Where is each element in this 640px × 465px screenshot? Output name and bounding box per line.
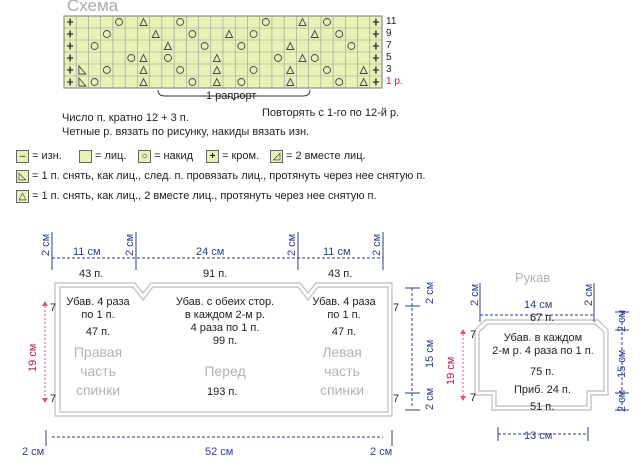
knit-symbol [79, 150, 92, 163]
purl-symbol: – [16, 150, 29, 163]
row-number-5: 5 [386, 52, 392, 63]
body-top-dim-6: 11 см [323, 246, 351, 258]
sleeve-top-dim-3: 2 см [583, 283, 595, 306]
sleeve-mid-stitches: 75 п. [530, 366, 555, 378]
sleeve-row-mark-2: 7 [470, 392, 477, 404]
body-top-dim-5: 2 см [286, 233, 298, 256]
row-number-9: 9 [386, 28, 392, 39]
body-bottom-dim-2: 52 см [205, 446, 234, 458]
body-row-mark-1: 7 [50, 302, 57, 314]
body-top-stitches-right: 43 п. [328, 268, 353, 280]
legend-purl: = изн. [32, 150, 62, 162]
center-decrease-note: Убав. с обеих стор. в каждом 2-м р. 4 раза по 1 п. 99 п. [175, 296, 275, 347]
right-decrease-note: Убав. 4 раза по 1 п. 47 п. [312, 296, 376, 338]
schema-title: Схема [67, 0, 119, 15]
sleeve-top-dim-2: 14 см [524, 299, 553, 311]
sleeve-right-dim-3: 2 см [616, 389, 628, 412]
edge-stitch-symbol: + [206, 150, 219, 163]
legend-ssk: = 1 п. снять, как лиц., след. п. провязать лиц., протянуть через нее снятую п. [32, 170, 426, 182]
sleeve-top-stitches: 67 п. [530, 312, 555, 324]
body-right-dim-2: 15 см [424, 339, 436, 368]
even-rows-note: Четные р. вязать по рисунку, накиды вязать изн. [62, 126, 310, 138]
sleeve-row-mark-1: 7 [470, 329, 477, 341]
cast-on-note: Число п. кратно 12 + 3 п. [62, 112, 189, 124]
sleeve-top-dim-1: 2 см [469, 283, 481, 306]
legend-edge: = кром. [222, 150, 260, 162]
sleeve-right-dim-2: 15 см [616, 349, 628, 378]
body-top-dim-7: 2 см [371, 233, 383, 256]
legend-knit: = лиц. [95, 150, 127, 162]
sleeve-bottom-stitches: 51 п. [530, 401, 555, 413]
repeat-label: 1 раппорт [206, 90, 257, 102]
body-top-stitches-center: 91 п. [203, 268, 228, 280]
body-top-stitches-left: 43 п. [79, 268, 104, 280]
body-right-dim-1: 2 см [424, 281, 436, 304]
sk2p-symbol: △ [16, 190, 29, 203]
sleeve-increase-note: Приб. 24 п. [514, 384, 571, 396]
body-bottom-stitches: 193 п. [207, 386, 238, 398]
k2tog-symbol: ◿ [270, 150, 283, 163]
right-back-piece-label: Правая часть спинки [73, 344, 123, 398]
body-row-mark-3: 7 [393, 302, 400, 314]
legend-sk2p: = 1 п. снять, как лиц., 2 вместе лиц., протянуть через нее снятую п. [32, 190, 377, 202]
body-bottom-dim-3: 2 см [370, 446, 393, 458]
body-top-dim-4: 24 см [196, 246, 225, 258]
body-top-dim-3: 2 см [124, 233, 136, 256]
row-number-1: 1 р. [386, 76, 403, 87]
body-row-mark-2: 7 [50, 393, 57, 405]
row-number-3: 3 [386, 64, 392, 75]
legend-k2tog: = 2 вместе лиц. [286, 150, 366, 162]
yarn-over-symbol: ○ [138, 150, 151, 163]
sleeve-height-left: 19 см [445, 356, 457, 385]
front-piece-label: Перед [204, 363, 246, 379]
stitch-chart-grid [64, 16, 382, 88]
body-top-dim-1: 2 см [40, 233, 52, 256]
body-row-mark-4: 7 [393, 393, 400, 405]
row-number-11: 11 [386, 16, 397, 27]
body-height-left: 19 см [27, 343, 39, 372]
left-back-piece-label: Левая часть спинки [319, 344, 365, 398]
sleeve-title: Рукав [515, 270, 551, 285]
sleeve-right-dim-1: 2 см [616, 309, 628, 332]
row-number-7: 7 [386, 40, 392, 51]
ssk-symbol: ◺ [16, 170, 29, 183]
body-bottom-dim-1: 2 см [22, 446, 45, 458]
body-right-dim-3: 2 см [424, 387, 436, 410]
repeat-rows-note: Повторять с 1-го по 12-й р. [262, 107, 400, 119]
body-top-dim-2: 11 см [73, 246, 101, 258]
sleeve-decrease-note: Убав. в каждом 2-м р. 4 раза по 1 п. [492, 332, 594, 357]
sleeve-bottom-dim: 13 см [524, 430, 553, 442]
left-decrease-note: Убав. 4 раза по 1 п. 47 п. [66, 296, 130, 338]
legend-yarn-over: = накид [154, 150, 194, 162]
